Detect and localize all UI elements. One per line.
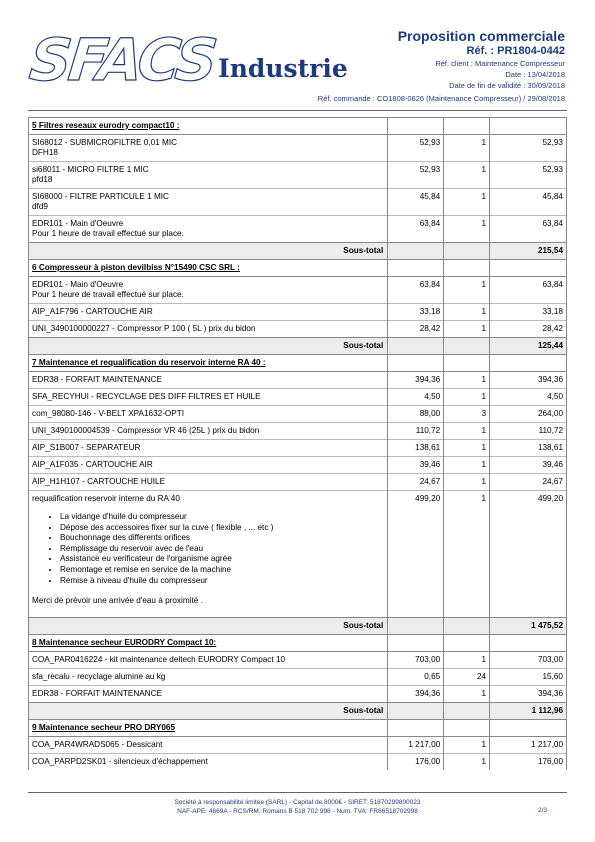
section-title: 6 Compresseur à piston devilbiss N°15490 CSC SRL :	[29, 260, 388, 277]
item-label: EDR38 - FORFAIT MAINTENANCE	[29, 372, 388, 389]
item-total: 110,72	[490, 423, 567, 440]
item-label: AIP_A1F035 - CARTOUCHE AIR	[29, 457, 388, 474]
line-item	[29, 162, 567, 189]
empty-cell	[388, 243, 444, 260]
line-item	[29, 389, 567, 406]
item-quantity: 1	[444, 423, 490, 440]
item-total: 33,18	[490, 304, 567, 321]
item-description: FILTRE PARTICULE 1 MIC	[69, 192, 169, 201]
item-quantity: 1	[444, 321, 490, 338]
item-label: COA_PARPD2SK01 - silencieux d'échappement	[29, 754, 388, 771]
requal-step: • La vidange d'huile du compresseur	[60, 512, 384, 523]
subtotal-value: 1 112,96	[490, 703, 567, 720]
line-item	[29, 440, 567, 457]
requal-label	[29, 491, 388, 618]
item-description: Main d'Oeuvre	[70, 219, 124, 228]
item-description: CARTOUCHE HUILE	[87, 477, 166, 486]
requal-step: • Remplissage du reservoir avec de l'eau	[60, 544, 384, 555]
item-description: Main d'Oeuvre	[70, 280, 124, 289]
empty-cell	[490, 355, 567, 372]
item-unit-price: 33,18	[388, 304, 444, 321]
item-unit-price: 394,36	[388, 372, 444, 389]
item-description: Dessicant	[126, 740, 163, 750]
logo-subtitle: Industrie	[218, 54, 348, 83]
item-quantity: 1	[444, 189, 490, 216]
item-total: 1 217,00	[490, 737, 567, 754]
section-header	[29, 260, 567, 277]
item-unit-price: 703,00	[388, 652, 444, 669]
item-quantity: 1	[444, 474, 490, 491]
footer-legal-1: Société à responsabilité limitée (SARL) - Capital de 8000€ - SIRET: 51870299800023	[174, 799, 421, 806]
item-description: silencieux d'échappement	[113, 757, 208, 767]
footer	[0, 798, 595, 816]
requal-step: • Assistance eu verificateur de l'organisme agrée	[60, 554, 384, 565]
subtotal-row	[29, 618, 567, 635]
item-quantity: 1	[444, 304, 490, 321]
items-table	[28, 117, 567, 770]
requal-step: • Bouchonnage des differents orifices	[60, 533, 384, 544]
subtotal-value: 215,54	[490, 243, 567, 260]
subtotal-label: Sous-total	[29, 243, 388, 260]
empty-cell	[444, 260, 490, 277]
item-unit-price: 52,93	[388, 135, 444, 162]
document-ref: Réf. : PR1804-0442	[466, 45, 565, 57]
item-description: recyclage alumine au kg	[77, 672, 166, 682]
empty-cell	[388, 618, 444, 635]
item-code: AIP_A1F796	[32, 307, 79, 316]
item-total: 176,00	[490, 754, 567, 771]
empty-cell	[444, 243, 490, 260]
requalification-item	[29, 491, 567, 618]
item-total: 28,42	[490, 321, 567, 338]
empty-cell	[444, 635, 490, 652]
item-label: AIP_S1B007 - SEPARATEUR	[29, 440, 388, 457]
item-unit-price: 499,20	[388, 491, 444, 618]
section-header	[29, 355, 567, 372]
item-code: UNI_3490100004539	[32, 426, 110, 435]
item-quantity: 1	[444, 457, 490, 474]
item-unit-price: 110,72	[388, 423, 444, 440]
requal-step: • Dépose des accessoires fixer sur la cuve ( flexible , ... etc )	[60, 523, 384, 534]
empty-cell	[388, 118, 444, 135]
item-label: SI68000 - FILTRE PARTICULE 1 MIC dfd9	[29, 189, 388, 216]
requal-steps	[32, 512, 384, 586]
item-total: 499,20	[490, 491, 567, 618]
subtotal-label: Sous-total	[29, 618, 388, 635]
item-description: FORFAIT MAINTENANCE	[65, 689, 162, 699]
item-label: AIP_A1F796 - CARTOUCHE AIR	[29, 304, 388, 321]
item-description: FORFAIT MAINTENANCE	[65, 375, 162, 384]
line-item	[29, 189, 567, 216]
item-detail: DFH18	[32, 148, 58, 157]
empty-cell	[388, 260, 444, 277]
item-unit-price: 138,61	[388, 440, 444, 457]
item-label: COA_PAR4WRADS065 - Dessicant	[29, 737, 388, 754]
item-description: CARTOUCHE AIR	[85, 307, 153, 316]
item-unit-price: 39,46	[388, 457, 444, 474]
item-label: sfa_recalu - recyclage alumine au kg	[29, 669, 388, 686]
item-quantity: 1	[444, 652, 490, 669]
document-title: Proposition commerciale	[397, 28, 565, 44]
item-code: UNI_3490100000227	[32, 324, 110, 333]
item-label: EDR38 - FORFAIT MAINTENANCE	[29, 686, 388, 703]
item-label: com_98080-146 - V-BELT XPA1632-OPTI	[29, 406, 388, 423]
page-number: 2/3	[537, 807, 547, 814]
line-item	[29, 457, 567, 474]
item-code: SI68000	[32, 192, 63, 201]
line-item	[29, 652, 567, 669]
line-item	[29, 304, 567, 321]
header-divider	[28, 110, 567, 111]
item-unit-price: 63,84	[388, 216, 444, 243]
empty-cell	[444, 118, 490, 135]
item-description: MICRO FILTRE 1 MIC	[67, 165, 149, 174]
item-label: si68011 - MICRO FILTRE 1 MIC pfd18	[29, 162, 388, 189]
item-quantity: 24	[444, 669, 490, 686]
section-title: 5 Filtres reseaux eurodry compact10 :	[29, 118, 388, 135]
line-item	[29, 669, 567, 686]
item-label: UNI_3490100000227 - Compressor P 100 ( 5L ) prix du bidon	[29, 321, 388, 338]
item-label: UNI_3490100004539 - Compressor VR 46 (25L ) prix du bidon	[29, 423, 388, 440]
subtotal-label: Sous-total	[29, 703, 388, 720]
footer-legal-2: NAF-APE: 4669A - RCS/RM: Romans B 518 702 998 - Num. TVA: FR86518702998	[177, 808, 418, 815]
subtotal-value: 125,44	[490, 338, 567, 355]
item-total: 52,93	[490, 162, 567, 189]
logo-mark: SFACS	[26, 26, 218, 94]
item-code: AIP_H1H107	[32, 477, 80, 486]
item-total: 45,84	[490, 189, 567, 216]
document-date: Date : 13/04/2018	[505, 70, 565, 79]
empty-cell	[444, 720, 490, 737]
validity-date: Date de fin de validité : 30/09/2018	[449, 81, 565, 90]
item-description: CARTOUCHE AIR	[85, 460, 153, 469]
subtotal-label: Sous-total	[29, 338, 388, 355]
empty-cell	[444, 618, 490, 635]
item-code: COA_PARPD2SK01	[32, 757, 107, 767]
item-label: SFA_RECYHUI - RECYCLAGE DES DIFF FILTRES ET HUILE	[29, 389, 388, 406]
document-header	[398, 28, 565, 91]
item-unit-price: 176,00	[388, 754, 444, 771]
company-logo	[26, 26, 348, 94]
item-unit-price: 24,67	[388, 474, 444, 491]
item-code: COA_PAR4WRADS065	[32, 740, 120, 750]
item-total: 4,50	[490, 389, 567, 406]
item-code: SFA_RECYHUI	[32, 392, 89, 401]
item-description: RECYCLAGE DES DIFF FILTRES ET HUILE	[96, 392, 261, 401]
item-label: EDR101 - Main d'Oeuvre Pour 1 heure de travail effectué sur place.	[29, 277, 388, 304]
item-code: sfa_recalu	[32, 672, 70, 682]
line-item	[29, 406, 567, 423]
item-description: kit maintenance deltech EURODRY Compact 10	[109, 655, 286, 665]
item-total: 15,60	[490, 669, 567, 686]
item-description: Compressor P 100 ( 5L ) prix du bidon	[117, 324, 256, 333]
empty-cell	[490, 260, 567, 277]
section-title: 8 Maintenance secheur EURODRY Compact 10:	[29, 635, 388, 652]
item-quantity: 1	[444, 389, 490, 406]
requal-note: Merci de prévoir une arrivée d'eau à proximité .	[32, 596, 203, 606]
line-item	[29, 423, 567, 440]
empty-cell	[490, 720, 567, 737]
item-total: 63,84	[490, 277, 567, 304]
item-label: COA_PAR0416224 - kit maintenance deltech EURODRY Compact 10	[29, 652, 388, 669]
item-description: SUBMICROFILTRE 0,01 MIC	[69, 138, 178, 147]
item-quantity: 1	[444, 686, 490, 703]
item-code: si68011	[32, 165, 61, 174]
item-total: 39,46	[490, 457, 567, 474]
item-label: AIP_H1H107 - CARTOUCHE HUILE	[29, 474, 388, 491]
item-quantity: 1	[444, 491, 490, 618]
item-total: 63,84	[490, 216, 567, 243]
empty-cell	[444, 703, 490, 720]
item-total: 394,36	[490, 686, 567, 703]
item-description: Compressor VR 46 (25L ) prix du bidon	[117, 426, 260, 435]
section-header	[29, 118, 567, 135]
item-unit-price: 52,93	[388, 162, 444, 189]
line-item	[29, 216, 567, 243]
item-quantity: 1	[444, 277, 490, 304]
item-code: EDR101	[32, 280, 63, 289]
item-label: EDR101 - Main d'Oeuvre Pour 1 heure de travail effectué sur place.	[29, 216, 388, 243]
item-total: 138,61	[490, 440, 567, 457]
empty-cell	[388, 635, 444, 652]
item-unit-price: 1 217,00	[388, 737, 444, 754]
item-code: EDR101	[32, 219, 63, 228]
item-quantity: 1	[444, 216, 490, 243]
item-detail: pfd18	[32, 175, 53, 184]
command-ref: Réf. commande : CO1808-0626 (Maintenance Compresseur) / 29/08/2018	[317, 94, 565, 103]
item-unit-price: 63,84	[388, 277, 444, 304]
footer-divider	[28, 792, 567, 793]
client-ref: Réf. client : Maintenance Compresseur	[435, 59, 565, 68]
line-item	[29, 686, 567, 703]
item-total: 24,67	[490, 474, 567, 491]
subtotal-row	[29, 243, 567, 260]
item-label: SI68012 - SUBMICROFILTRE 0,01 MIC DFH18	[29, 135, 388, 162]
empty-cell	[388, 703, 444, 720]
line-item	[29, 474, 567, 491]
item-quantity: 1	[444, 440, 490, 457]
item-detail: dfd9	[32, 202, 48, 211]
item-total: 52,93	[490, 135, 567, 162]
item-code: SI68012	[32, 138, 63, 147]
line-item	[29, 754, 567, 771]
item-unit-price: 45,84	[388, 189, 444, 216]
item-unit-price: 394,36	[388, 686, 444, 703]
item-code: EDR38	[32, 689, 59, 699]
item-quantity: 1	[444, 754, 490, 771]
item-description: V-BELT XPA1632-OPTI	[98, 409, 185, 418]
empty-cell	[388, 355, 444, 372]
line-item	[29, 737, 567, 754]
item-quantity: 1	[444, 135, 490, 162]
requal-description: requalification reservoir interne du RA 40	[32, 494, 180, 503]
item-detail: Pour 1 heure de travail effectué sur place.	[32, 290, 184, 299]
empty-cell	[388, 338, 444, 355]
item-quantity: 1	[444, 372, 490, 389]
section-title: 7 Maintenance et requalification du reservoir interne RA 40 :	[29, 355, 388, 372]
item-code: AIP_A1F035	[32, 460, 79, 469]
section-header	[29, 635, 567, 652]
item-unit-price: 88,00	[388, 406, 444, 423]
line-item	[29, 277, 567, 304]
section-title: 9 Maintenance secheur PRO DRY065	[29, 720, 388, 737]
requal-step: • Remontage et remise en service de la machine	[60, 565, 384, 576]
item-total: 703,00	[490, 652, 567, 669]
item-unit-price: 28,42	[388, 321, 444, 338]
item-quantity: 1	[444, 162, 490, 189]
item-code: AIP_S1B007	[32, 443, 79, 452]
line-item	[29, 135, 567, 162]
item-description: SEPARATEUR	[86, 443, 141, 452]
section-header	[29, 720, 567, 737]
item-detail: Pour 1 heure de travail effectué sur place.	[32, 229, 184, 238]
empty-cell	[490, 118, 567, 135]
subtotal-row	[29, 338, 567, 355]
item-quantity: 3	[444, 406, 490, 423]
subtotal-row	[29, 703, 567, 720]
empty-cell	[444, 355, 490, 372]
line-item	[29, 321, 567, 338]
item-code: com_98080-146	[32, 409, 92, 418]
item-unit-price: 4,50	[388, 389, 444, 406]
item-code: EDR38	[32, 375, 59, 384]
subtotal-value: 1 475,52	[490, 618, 567, 635]
item-quantity: 1	[444, 737, 490, 754]
empty-cell	[444, 338, 490, 355]
item-total: 264,00	[490, 406, 567, 423]
empty-cell	[388, 720, 444, 737]
item-code: COA_PAR0416224	[32, 655, 103, 665]
item-total: 394,36	[490, 372, 567, 389]
line-item	[29, 372, 567, 389]
empty-cell	[490, 635, 567, 652]
requal-step: • Remise à niveau d'huile du compresseur	[60, 576, 384, 587]
item-unit-price: 0,65	[388, 669, 444, 686]
